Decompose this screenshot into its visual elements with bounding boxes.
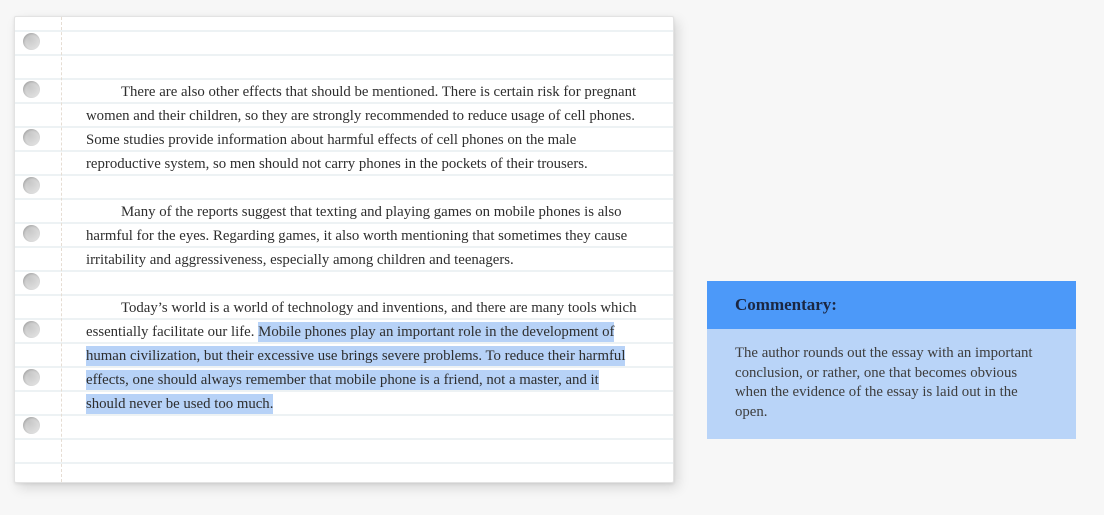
punch-hole — [23, 33, 40, 50]
punch-hole — [23, 321, 40, 338]
punch-hole — [23, 369, 40, 386]
commentary-text: The author rounds out the essay with an important conclusion, or rather, one that becomes obvious when the evidence of the essay is laid out in the open. — [735, 345, 1033, 420]
punch-hole — [23, 81, 40, 98]
punch-hole — [23, 225, 40, 242]
commentary-header — [707, 281, 1076, 329]
essay-paragraph-lead: Today’s world is a world of technology and inventions, and there are many tools which essentially facilitate our life. — [86, 300, 637, 340]
essay-text — [86, 80, 638, 440]
commentary-title: Commentary: — [735, 295, 837, 314]
essay-paragraph: Many of the reports suggest that texting and playing games on mobile phones is also harmful for the eyes. Regarding games, it also worth mentioning that sometimes they cause irritability and aggressiveness, especially among children and teenagers. — [86, 204, 628, 268]
punch-hole — [23, 273, 40, 290]
essay-paragraph — [86, 296, 638, 416]
punch-hole — [23, 177, 40, 194]
commentary-panel — [707, 281, 1076, 439]
essay-paragraph: There are also other effects that should be mentioned. There is certain risk for pregnant women and their children, so they are strongly recommended to reduce usage of cell phones. Some studies provide information about harmful effects of cell phones on the male reproductive system, so men should not carry phones in the pockets of their trousers. — [86, 84, 637, 172]
notebook-page — [14, 16, 674, 483]
highlighted-text[interactable]: Mobile phones play an important role in the development of human civilization, but their excessive use brings severe problems. To reduce their harmful effects, one should always remember that mobile phone is a friend, not a master, and it should never be used too much. — [86, 324, 626, 412]
punch-hole — [23, 417, 40, 434]
punch-hole — [23, 129, 40, 146]
margin-line — [61, 17, 62, 482]
commentary-body — [707, 329, 1076, 439]
